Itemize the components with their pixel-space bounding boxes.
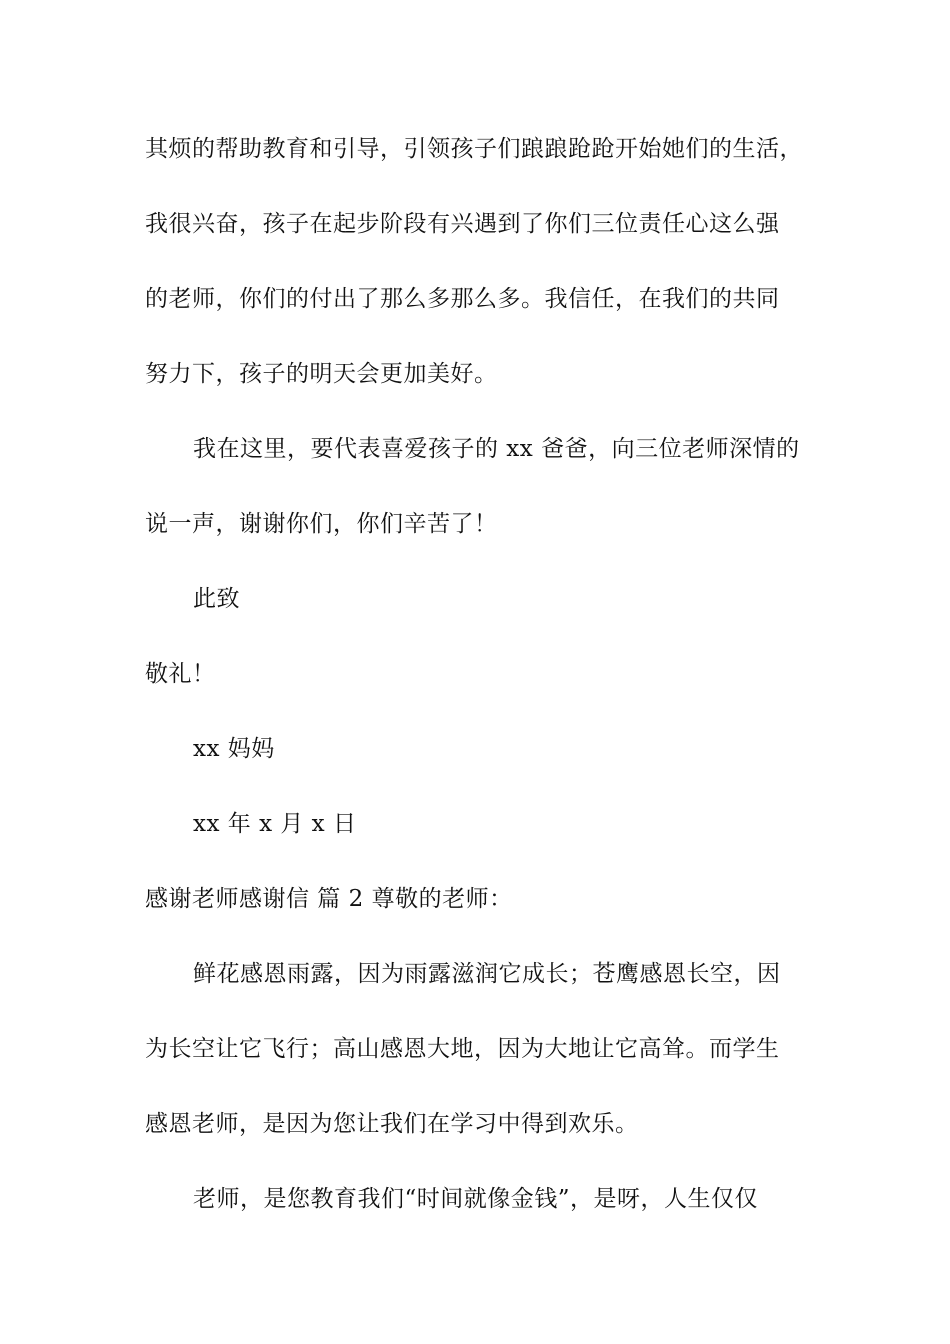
paragraph-line: 努力下，孩子的明天会更加美好。 [145,361,498,387]
paragraph-line: 为长空让它飞行；高山感恩大地，因为大地让它高耸。而学生 [145,1036,780,1062]
paragraph-line: 其烦的帮助教育和引导，引领孩子们踉踉跄跄开始她们的生活， [145,136,803,162]
salutation-line: 敬礼！ [145,661,216,687]
date-line: xx 年 x 月 x 日 [193,811,357,837]
signature-line: xx 妈妈 [193,736,275,762]
paragraph-line: 我很兴奋，孩子在起步阶段有兴遇到了你们三位责任心这么强 [145,211,780,237]
paragraph-line: 鲜花感恩雨露，因为雨露滋润它成长；苍鹰感恩长空，因 [193,961,781,987]
paragraph-line: 老师，是您教育我们“时间就像金钱”，是呀，人生仅仅 [193,1186,759,1212]
paragraph-line: 我在这里，要代表喜爱孩子的 xx 爸爸，向三位老师深情的 [193,436,800,462]
paragraph-line: 感恩老师，是因为您让我们在学习中得到欢乐。 [145,1111,639,1137]
closing-line: 此致 [193,586,240,612]
section-heading: 感谢老师感谢信 篇 2 尊敬的老师： [145,886,513,912]
paragraph-line: 说一声，谢谢你们，你们辛苦了！ [145,511,498,537]
paragraph-line: 的老师，你们的付出了那么多那么多。我信任，在我们的共同 [145,286,780,312]
